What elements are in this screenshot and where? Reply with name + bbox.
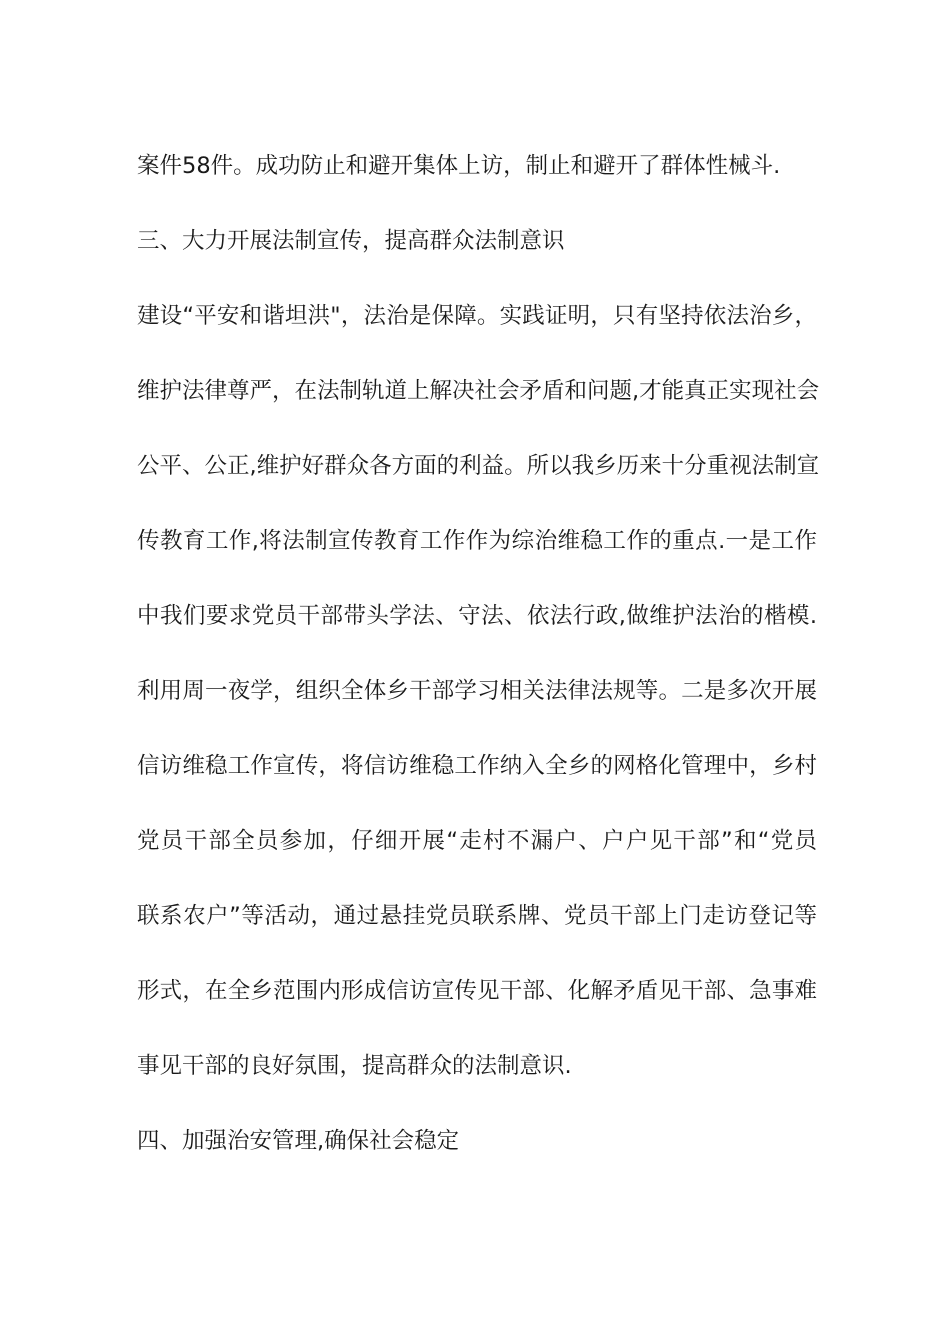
body-text-line: 信访维稳工作宣传，将信访维稳工作纳入全乡的网格化管理中，乡村 (137, 753, 817, 779)
body-text-line: 公平、公正,维护好群众各方面的利益。所以我乡历来十分重视法制宣 (137, 453, 820, 479)
section-heading: 三、大力开展法制宣传，提高群众法制意识 (137, 228, 565, 254)
body-text-line: 建设“平安和谐坦洪"，法治是保障。实践证明，只有坚持依法治乡， (137, 303, 817, 329)
body-text-line: 形式，在全乡范围内形成信访宣传见干部、化解矛盾见干部、急事难 (137, 978, 817, 1004)
body-text-line: 案件58件。成功防止和避开集体上访，制止和避开了群体性械斗. (137, 153, 781, 179)
section-heading: 四、加强治安管理,确保社会稳定 (137, 1128, 460, 1154)
body-text-line: 维护法律尊严，在法制轨道上解决社会矛盾和问题,才能真正实现社会 (137, 378, 820, 404)
body-text-line: 传教育工作,将法制宣传教育工作作为综治维稳工作的重点.一是工作 (137, 528, 817, 554)
body-text-line: 联系农户”等活动，通过悬挂党员联系牌、党员干部上门走访登记等 (137, 903, 817, 929)
body-text-line: 党员干部全员参加，仔细开展“走村不漏户、户户见干部”和“党员 (137, 828, 817, 854)
body-text-line: 事见干部的良好氛围，提高群众的法制意识. (137, 1053, 572, 1079)
body-text-line: 中我们要求党员干部带头学法、守法、依法行政,做维护法治的楷模. (137, 603, 817, 629)
body-text-line: 利用周一夜学，组织全体乡干部学习相关法律法规等。二是多次开展 (137, 678, 817, 704)
